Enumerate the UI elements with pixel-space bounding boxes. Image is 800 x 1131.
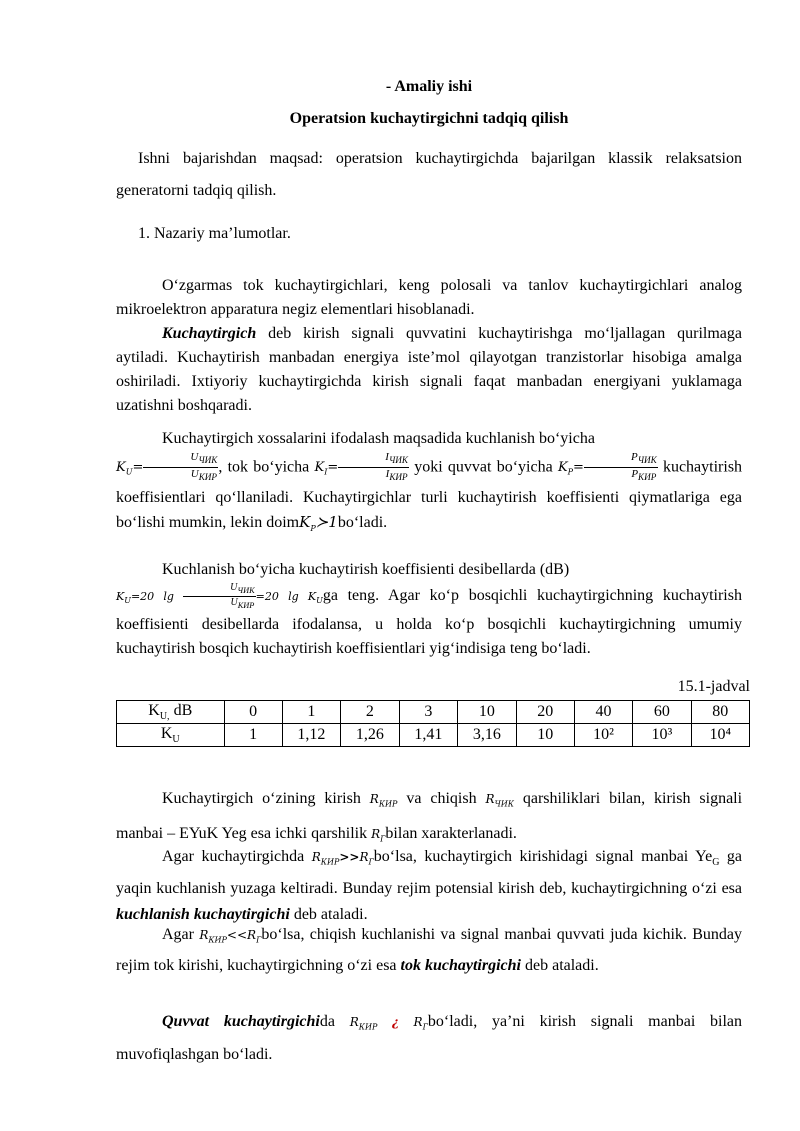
table-cell: 3,16 (458, 724, 516, 747)
p5-d: bilan xarakterlanadi. (385, 825, 517, 843)
p7-c: deb ataladi. (524, 957, 599, 975)
paragraph-2 (116, 322, 742, 418)
p3-b: , tok bo‘yicha (218, 458, 310, 476)
gain-table (116, 700, 750, 747)
term-quvvat-kuchaytirgichi: Quvvat kuchaytirgichi (162, 1013, 320, 1030)
paragraph-1: O‘zgarmas tok kuchaytirgichlari, keng polosali va tanlov kuchaytirgichlari analog mikroelektron apparatura negiz elementlari hisoblanadi. (116, 277, 742, 318)
section-heading: 1. Nazariy ma’lumotlar. (138, 225, 291, 242)
r-kir: $R_{КИР}$ (369, 792, 398, 809)
paragraph-4 (116, 558, 742, 661)
formula-ku-db: $K_U=20$ lg (116, 590, 184, 606)
table-row (117, 701, 750, 724)
r-chik: $R_{ЧИК}$ (485, 792, 514, 809)
table-cell: 10⁴ (691, 724, 749, 747)
formula-kp-gt-1: $K_P≻1$ (299, 512, 338, 533)
table-cell: 10³ (633, 724, 691, 747)
p3-e: bo‘ladi. (337, 513, 388, 531)
r-kir-gg-rg: $R_{КИР}>>R_Г$ (311, 850, 374, 867)
frac-ku: $\frac{U_{ЧИК}}{U_{КИР}}$ (143, 451, 218, 484)
table-cell: 60 (633, 701, 691, 724)
paragraph-6: Agar kuchaytirgichda $R_{КИР}>>R_Гbo‘lsa$, kuchaytirgich kirishidagi signal manbai $Ye_G$ ga yaqin kuchlanish yuzaga keltiradi. Bunday rejim potensial kirish deb, kuchaytirgichning o‘zi esa kuchlanish kuchaytirgichi deb ataladi. (116, 848, 743, 924)
formula-ki: $K_I=$ (314, 460, 339, 477)
paragraph-2-text: deb kirish signali quvvatini kuchaytirishga mo‘ljallagan qurilmaga aytiladi. Kuchaytirish manbadan energiya iste’mol qilayotgan tranzistorlar hisobiga amalga oshiriladi. Ixtiyoriy kuchaytirgichda kirish signali faqat manbadan energiyani yuklamaga uzatishni boshqaradi. (116, 325, 742, 414)
p6-d: deb ataladi. (293, 906, 368, 924)
r-kir-ll-rg: $R_{КИР}<<R_Г$ (199, 928, 262, 945)
table-cell: 1,41 (399, 724, 457, 747)
table-cell: 3 (399, 701, 457, 724)
table-cell: 0 (224, 701, 282, 724)
frac-ku-db: $\frac{U_{ЧИК}}{U_{КИР}}$ (183, 582, 256, 611)
formula-ku-db-2: =20 $\lg K_U$ (255, 590, 323, 606)
table-cell: 1 (224, 724, 282, 747)
table-cell: 1,26 (341, 724, 399, 747)
table-cell: 80 (691, 701, 749, 724)
term-kuchaytirgich: Kuchaytirgich (162, 325, 257, 342)
term-tok-kuchaytirgichi: tok kuchaytirgichi (400, 957, 521, 975)
p5-b: va chiqish (406, 790, 477, 807)
p4-b: ga teng. Agar ko‘p bosqichli kuchaytirgichning kuchaytirish koeffisienti desibellarda ifodalansa, u holda ko‘p bosqichli kuchaytirgichning umumiy kuchaytirish bosqich kuchaytirish koeffisientlari yig‘indisiga teng bo‘ladi. (116, 587, 742, 658)
paragraph-7 (116, 922, 742, 979)
table-row (117, 724, 750, 747)
page-title-line2: Operatsion kuchaytirgichni tadqiq qilish (289, 110, 569, 127)
p7-a: Agar (162, 926, 194, 943)
page-title-line1: - Amaliy ishi (385, 78, 473, 95)
table-cell: 10 (516, 724, 574, 747)
p3-d: kuchaytirish koeffisientlari qo‘llaniladi. Kuchaytirgichlar turli kuchaytirish koeffisienti qiymatlariga ega bo‘lishi mumkin, lekin doim (116, 458, 743, 531)
table-cell: 20 (516, 701, 574, 724)
formula-kp: $K_P=$ (557, 460, 584, 477)
table-cell: 40 (574, 701, 632, 724)
p8-a: da (319, 1013, 335, 1030)
paragraph-8 (116, 1008, 742, 1069)
table-head-db: $K_{U,}$ dB (117, 701, 225, 724)
p6-a: Agar kuchaytirgichda (162, 848, 305, 865)
paragraph-3 (116, 426, 742, 541)
table-caption: 15.1-jadval (677, 678, 750, 695)
p8-b: bo‘ladi, ya’ni kirish signali manbai bilan muvofiqlashgan bo‘ladi. (116, 1013, 743, 1064)
p3-c: yoki quvvat bo‘yicha (414, 458, 553, 476)
goal-paragraph: Ishni bajarishdan maqsad: operatsion kuchaytirgichda bajarilgan klassik relaksatsion generatorni tadqiq qilish. (116, 150, 742, 199)
term-kuchlanish-kuchaytirgichi: kuchlanish kuchaytirgichi (116, 906, 290, 924)
p5-a: Kuchaytirgich o‘zining kirish (162, 790, 361, 807)
table-head-ku: $K_U$ (117, 724, 225, 747)
table-cell: 10 (458, 701, 516, 724)
table-cell: 2 (341, 701, 399, 724)
r-g: $R_Г$ (371, 827, 386, 844)
table-cell: 1,12 (282, 724, 340, 747)
p6-c: ga yaqin kuchlanish yuzaga keltiradi. Bunday rejim potensial kirish deb, kuchaytirgichning o‘zi esa (116, 848, 743, 898)
p6-b: bo‘lsa, kuchaytirgich kirishidagi signal manbai Ye (373, 848, 713, 865)
p5-c: qarshiliklari bilan, kirish signali manbai – EYuK Yeg esa ichki qarshilik (116, 790, 743, 843)
frac-kp: $\frac{P_{ЧИК}}{P_{КИР}}$ (584, 451, 658, 484)
p7-b: bo‘lsa, chiqish kuchlanishi va signal manbai quvvati juda kichik. Bunday rejim tok kirishi, kuchaytirgichning o‘zi esa (116, 926, 743, 975)
p3-a: Kuchaytirgich xossalarini ifodalash maqsadida kuchlanish bo‘yicha (162, 430, 595, 447)
frac-ki: $\frac{I_{ЧИК}}{I_{КИР}}$ (338, 451, 409, 484)
table-cell: 1 (282, 701, 340, 724)
r-kir-eq-rg: $R_{КИР}$ ¿ $R_Г$ (349, 1015, 428, 1032)
table-cell: 10² (574, 724, 632, 747)
formula-ku: $K_U=$ (116, 460, 144, 477)
p4-a: Kuchlanish bo‘yicha kuchaytirish koeffisienti desibellarda (dB) (162, 561, 570, 578)
